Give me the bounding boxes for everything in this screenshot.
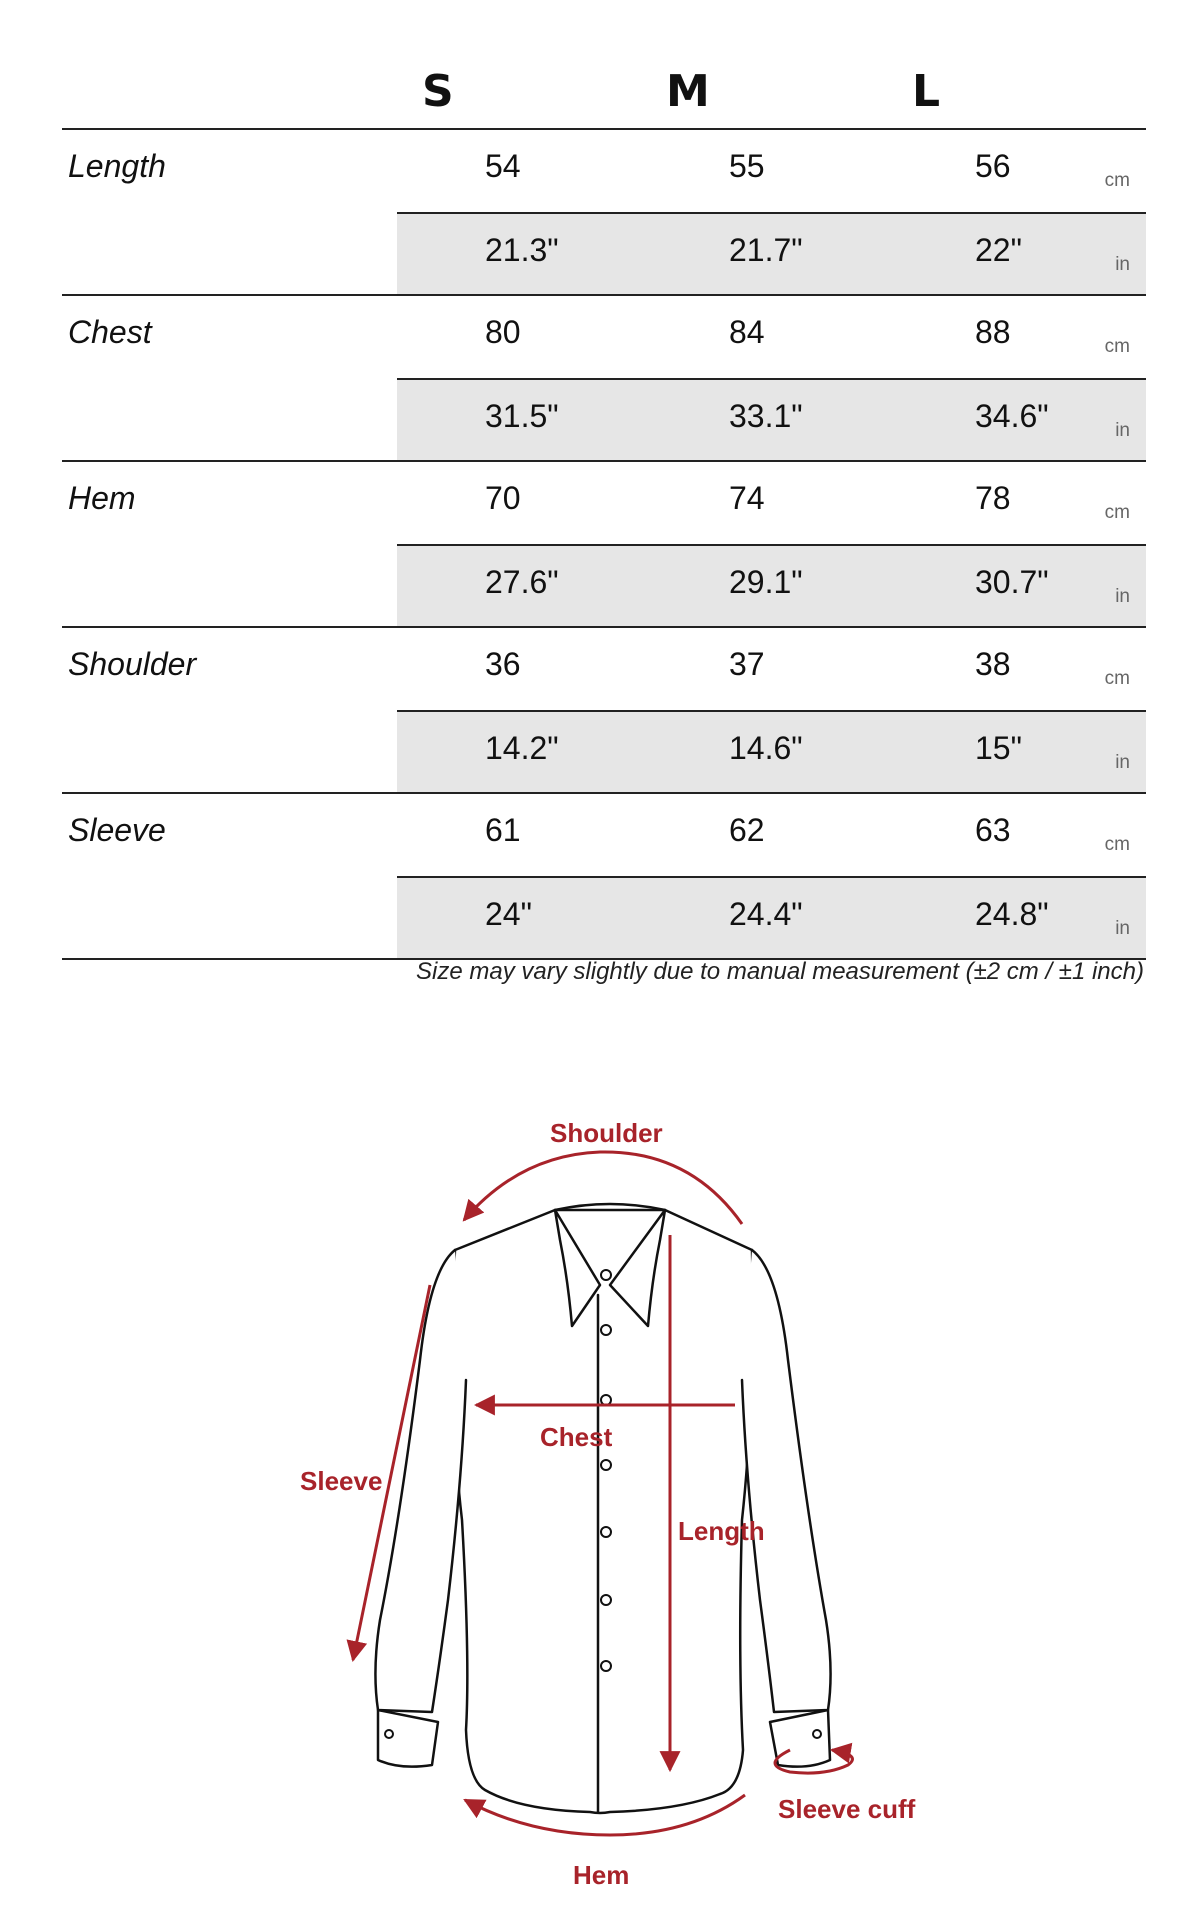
value-l-cm: 56	[975, 148, 1011, 184]
size-header-l: L	[912, 66, 941, 117]
size-header-s: S	[422, 66, 454, 117]
measure-row-length	[62, 130, 1146, 296]
value-s-cm: 70	[485, 480, 521, 516]
cm-row	[397, 628, 1146, 709]
unit-in: in	[1115, 752, 1130, 773]
button	[601, 1325, 611, 1335]
value-s-in: 21.3"	[485, 232, 559, 268]
cuff-button-left	[385, 1730, 393, 1738]
cm-row	[397, 794, 1146, 875]
row-label: Hem	[68, 480, 136, 516]
row-label: Length	[68, 148, 166, 184]
button	[601, 1270, 611, 1280]
right-sleeve	[742, 1250, 831, 1712]
unit-cm: cm	[1104, 668, 1130, 689]
button	[601, 1460, 611, 1470]
value-l-cm: 88	[975, 314, 1011, 350]
value-m-in: 21.7"	[729, 232, 803, 268]
measurement-footnote: Size may vary slightly due to manual measurement (±2 cm / ±1 inch)	[416, 958, 1144, 985]
unit-in: in	[1115, 254, 1130, 275]
button	[601, 1595, 611, 1605]
in-row	[397, 544, 1146, 626]
in-row	[397, 710, 1146, 792]
value-m-cm: 62	[729, 812, 765, 848]
size-header-row	[62, 50, 1146, 130]
row-label: Chest	[68, 314, 152, 350]
unit-in: in	[1115, 420, 1130, 441]
size-table	[62, 50, 1146, 960]
value-m-in: 33.1"	[729, 398, 803, 434]
button	[601, 1527, 611, 1537]
value-s-in: 31.5"	[485, 398, 559, 434]
value-m-cm: 55	[729, 148, 765, 184]
label-length: Length	[678, 1516, 765, 1546]
value-s-in: 14.2"	[485, 730, 559, 766]
row-label: Sleeve	[68, 812, 166, 848]
label-shoulder: Shoulder	[550, 1118, 663, 1148]
value-s-cm: 61	[485, 812, 521, 848]
shirt-outline	[375, 1204, 830, 1813]
row-label: Shoulder	[68, 646, 197, 682]
measure-row-shoulder	[62, 628, 1146, 794]
value-l-in: 15"	[975, 730, 1022, 766]
label-sleeve: Sleeve	[300, 1466, 383, 1496]
value-l-cm: 63	[975, 812, 1011, 848]
label-chest: Chest	[540, 1422, 613, 1452]
size-header-m: M	[666, 66, 710, 117]
in-row	[397, 876, 1146, 958]
unit-cm: cm	[1104, 834, 1130, 855]
shirt-body	[453, 1210, 753, 1813]
measure-row-hem	[62, 462, 1146, 628]
unit-cm: cm	[1104, 502, 1130, 523]
value-s-cm: 36	[485, 646, 521, 682]
value-l-cm: 38	[975, 646, 1011, 682]
value-m-cm: 74	[729, 480, 765, 516]
value-l-in: 34.6"	[975, 398, 1049, 434]
measure-row-sleeve	[62, 794, 1146, 960]
unit-cm: cm	[1104, 170, 1130, 191]
value-l-in: 30.7"	[975, 564, 1049, 600]
value-s-in: 24"	[485, 896, 532, 932]
unit-in: in	[1115, 918, 1130, 939]
shirt-measurement-diagram	[0, 1100, 1200, 1920]
value-l-in: 22"	[975, 232, 1022, 268]
button	[601, 1661, 611, 1671]
value-s-cm: 80	[485, 314, 521, 350]
value-m-in: 29.1"	[729, 564, 803, 600]
value-s-in: 27.6"	[485, 564, 559, 600]
cm-row	[397, 462, 1146, 543]
in-row	[397, 212, 1146, 294]
cuff-button-right	[813, 1730, 821, 1738]
label-sleeve-cuff: Sleeve cuff	[778, 1794, 916, 1824]
measure-row-chest	[62, 296, 1146, 462]
value-m-in: 14.6"	[729, 730, 803, 766]
value-m-in: 24.4"	[729, 896, 803, 932]
unit-in: in	[1115, 586, 1130, 607]
value-m-cm: 37	[729, 646, 765, 682]
cm-row	[397, 296, 1146, 377]
cm-row	[397, 130, 1146, 211]
value-l-cm: 78	[975, 480, 1011, 516]
in-row	[397, 378, 1146, 460]
value-m-cm: 84	[729, 314, 765, 350]
unit-cm: cm	[1104, 336, 1130, 357]
label-hem: Hem	[573, 1860, 630, 1890]
value-l-in: 24.8"	[975, 896, 1049, 932]
value-s-cm: 54	[485, 148, 521, 184]
